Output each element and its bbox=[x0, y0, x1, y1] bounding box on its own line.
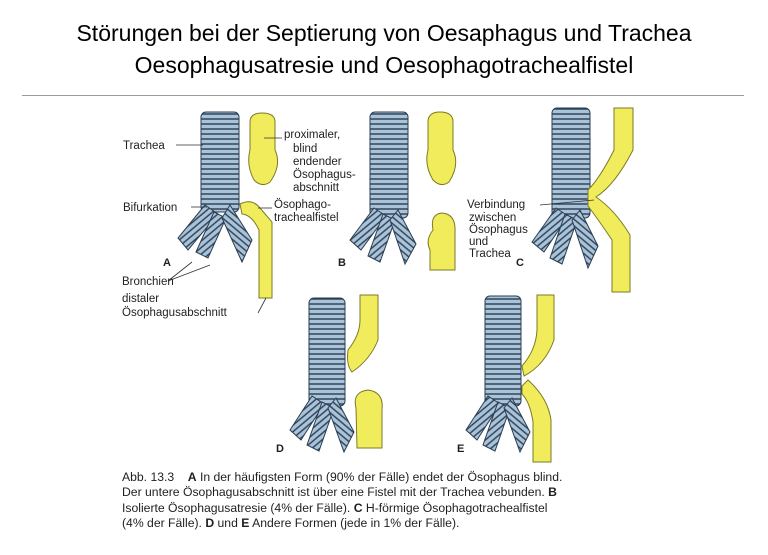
label-proximal-1: proximaler, bbox=[284, 129, 341, 141]
esophagus-c bbox=[588, 108, 633, 292]
panel-a-drawing bbox=[178, 112, 278, 298]
caption-text-b: Isolierte Ösophagusatresie (4% der Fälle). bbox=[122, 500, 351, 515]
panel-e-drawing bbox=[466, 295, 554, 462]
trachea-c bbox=[552, 108, 590, 218]
caption-figure-number: Abb. 13.3 bbox=[122, 470, 175, 484]
caption-key-a: A bbox=[187, 470, 197, 484]
label-verbindung-3: Ösophagus bbox=[469, 224, 528, 236]
label-bronchien: Bronchien bbox=[122, 276, 174, 288]
panel-label-e: E bbox=[457, 443, 465, 455]
proximal-esophagus-d bbox=[348, 295, 379, 372]
caption-line-4 bbox=[122, 516, 662, 531]
label-proximal-5: abschnitt bbox=[293, 182, 340, 194]
caption-text-a: In der häufigsten Form (90% der Fälle) endet der Ösophagus blind. bbox=[199, 470, 563, 484]
caption-text-c: H-förmige Ösophagotrachealfistel bbox=[365, 500, 548, 515]
caption-key-c: C bbox=[353, 500, 363, 515]
label-verbindung-2: zwischen bbox=[469, 212, 517, 224]
figure-caption bbox=[122, 470, 662, 532]
distal-esophagus-b bbox=[428, 213, 455, 270]
caption-text-a2: Der untere Ösophagusabschnitt ist über eine Fistel mit der Trachea vebunden. bbox=[122, 485, 545, 500]
distal-esophagus-d bbox=[355, 390, 382, 448]
trachea-e bbox=[485, 296, 521, 406]
caption-line-1 bbox=[122, 470, 662, 485]
label-verbindung-1: Verbindung bbox=[467, 199, 526, 211]
panel-b-drawing bbox=[350, 112, 456, 270]
label-proximal-4: Ösophagus- bbox=[293, 169, 356, 181]
caption-text-de: Andere Formen (jede in 1% der Fälle). bbox=[252, 516, 460, 531]
right-bronchus-c bbox=[572, 210, 598, 268]
panel-label-b: B bbox=[338, 257, 346, 269]
panel-label-c: C bbox=[516, 257, 524, 269]
panel-label-d: D bbox=[276, 443, 284, 455]
caption-key-e: E bbox=[241, 516, 250, 531]
trachea-a bbox=[201, 112, 239, 212]
panel-d-drawing bbox=[290, 295, 382, 452]
caption-line-2 bbox=[122, 485, 662, 500]
label-trachea: Trachea bbox=[123, 140, 165, 152]
trachea-d bbox=[309, 298, 345, 406]
label-proximal-3: endender bbox=[293, 156, 342, 168]
label-fistel-1: Ösophago- bbox=[274, 199, 331, 211]
label-fistel-2: trachealfistel bbox=[274, 212, 339, 224]
label-bifurkation: Bifurkation bbox=[123, 202, 178, 214]
label-distal-2: Ösophagusabschnitt bbox=[122, 307, 227, 319]
proximal-esophagus-a bbox=[249, 113, 278, 185]
panel-label-a: A bbox=[163, 257, 171, 269]
trachea-b bbox=[370, 112, 408, 218]
caption-line-3 bbox=[122, 501, 662, 516]
slide-subtitle: Oesophagusatresie und Oesophagotrachealfistel bbox=[134, 52, 634, 78]
label-verbindung-4: und bbox=[469, 236, 489, 248]
panel-c-drawing bbox=[532, 108, 633, 292]
label-distal-1: distaler bbox=[122, 293, 160, 305]
label-verbindung-5: Trachea bbox=[469, 248, 511, 260]
caption-key-d: D bbox=[205, 516, 215, 531]
caption-text-c2: (4% der Fälle). bbox=[122, 516, 202, 531]
distal-esophagus-e bbox=[522, 380, 551, 462]
proximal-esophagus-e bbox=[522, 295, 554, 376]
slide-title: Störungen bei der Septierung von Oesaphagus und Trachea bbox=[76, 20, 692, 46]
caption-key-b: B bbox=[548, 485, 557, 500]
proximal-esophagus-b bbox=[427, 112, 456, 185]
label-proximal-2: blind bbox=[293, 143, 318, 155]
caption-text-und: und bbox=[217, 516, 238, 531]
